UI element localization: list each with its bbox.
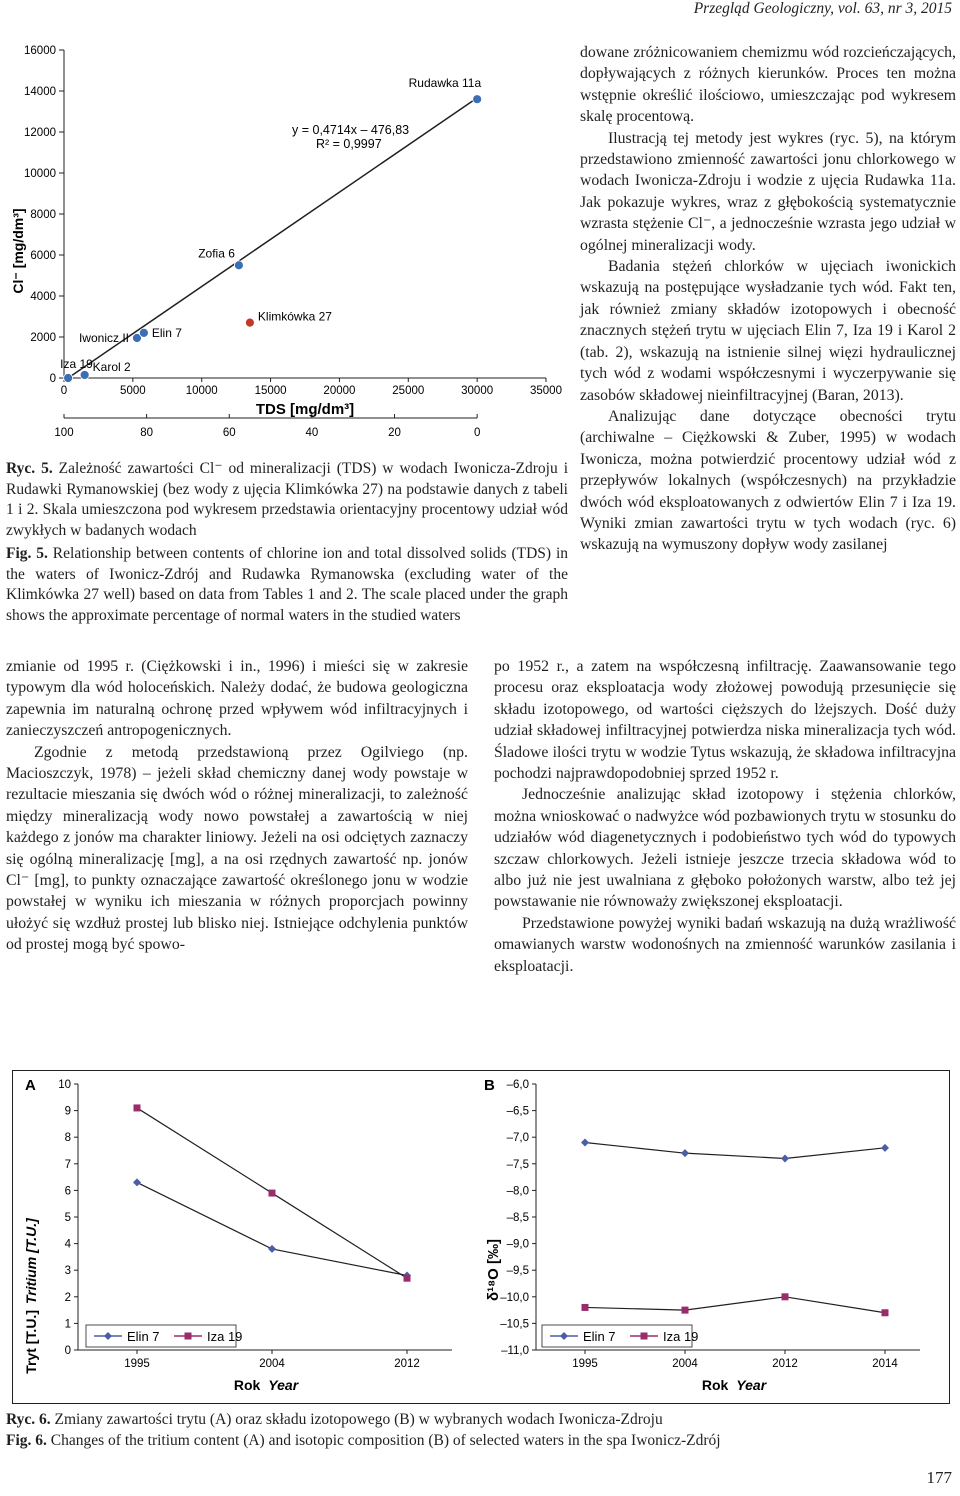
fig6b-marker-square: [682, 1307, 689, 1314]
fig5-x-axis-label: TDS [mg/dm³]: [255, 401, 355, 418]
fig6a-y-tick-label: 6: [64, 1185, 71, 1198]
fig6a-x-axis-label: [234, 1377, 300, 1393]
fig6b-y-tick-label: –9,0: [506, 1238, 529, 1251]
fig6a-y-tick-label: 1: [64, 1318, 71, 1331]
fig6-caption-en-label: Fig. 6.: [6, 1432, 47, 1449]
fig5-y-tick-label: 2000: [30, 332, 56, 344]
fig6b-x-tick-label: 1995: [572, 1358, 598, 1370]
page-number: 177: [926, 1468, 952, 1487]
fig5-caption-pl: [6, 459, 568, 541]
paragraph: Zgodnie z metodą przedstawioną przez Ogilviego (np. Macioszczyk, 1978) – jeżeli skład chemiczny danej wody powstaje w rezultacie mieszania się dwóch wód o różnej mineralizacji, to zależność między mineralizacją wody nowo powstałej a zawartością w niej każdego z jonów ma charakter liniowy. Jeżeli na osi odciętych zaznaczy się ogólną mineralizację [mg], a na osi rzędnych zawartość np. jonów Cl⁻ [mg], to punkty oznaczające zawartość określonego jonu w wodzie powstałej w wyniku ich mieszania w różnych proporcjach powinny ułożyć się wzdłuż prostej lub blisko niej. Istniejące odchylenia punktów od prostej mogą być spowo-: [6, 743, 468, 954]
fig6-caption-pl: [6, 1410, 946, 1431]
fig5-y-tick-label: 14000: [24, 86, 56, 98]
paragraph: Analizując dane dotyczące obecności trytu (archiwalne – Ciężkowski & Zuber, 1995) w wodach Iwonicza, można potwierdzić procentowy udział wód z przepływów lokalnych (współczesnych) na przykładzie dwóch wód eksploatowanych z odwiertów Elin 7 i Iza 19. Wyniki zmian zawartości trytu w tych wodach (ryc. 6) wskazują na wymuszony dopływ wody zasilanej: [580, 407, 956, 554]
fig6b-marker-diamond: [781, 1154, 789, 1162]
fig5-x-tick-label: 0: [60, 385, 68, 397]
fig5-x-tick-label: 30000: [461, 385, 494, 397]
paragraph: Przedstawione powyżej wyniki badań wskazują na dużą wrażliwość omawianych warstw wodonośnych na zmienność warunków zasilania i eksploatacji.: [494, 914, 956, 975]
fig6a-chart: [12, 1070, 480, 1404]
fig6a-y-tick-label: 5: [64, 1212, 71, 1224]
fig6a-y-label-en: Tritium [T.U.]: [23, 1218, 39, 1305]
fig6b-y-axis-label: δ¹⁸O [‰]: [485, 1238, 502, 1302]
right-lower-column-text: [494, 656, 956, 977]
fig6b-marker-diamond: [581, 1139, 589, 1147]
fig6a-x-tick-label: 2012: [394, 1358, 420, 1370]
paragraph: Badania stężeń chlorków w ujęciach iwonickich wskazują na postępujące wysładzanie tych wód. Fakt ten, jak również zmiany składów izotopowych i obecność znacznych stężeń trytu w ujęciach Elin 7, Iza 19 i Karol 2 (tab. 2), wskazują na istnienie silnej więzi hydraulicznej tych wód z wodami współczesnymi i wyczerpywanie się zasobów składowej nieinfiltracyjnej (Baran, 2013).: [580, 258, 956, 404]
fig6a-y-tick-label: 10: [58, 1079, 71, 1091]
fig6b-y-tick-label: –6,5: [506, 1105, 529, 1118]
fig6b-legend-marker: [641, 1333, 648, 1340]
fig5-y-tick-label: 0: [49, 373, 56, 385]
fig6b-y-tick-label: –9,5: [506, 1265, 529, 1278]
fig5-percent-tick-label: 40: [305, 427, 319, 439]
fig5-y-axis-label: Cl⁻ [mg/dm³]: [10, 208, 26, 294]
fig5-y-tick-label: 10000: [24, 168, 56, 180]
fig6-caption-en: [6, 1431, 946, 1452]
fig6a-y-tick-label: 4: [64, 1238, 71, 1251]
fig5-chart: [6, 36, 562, 446]
fig6b-marker-square: [882, 1309, 889, 1316]
fig6a-y-axis-label: [23, 1217, 39, 1374]
fig5-y-tick-label: 8000: [30, 209, 56, 221]
fig6a-panel-label: A: [25, 1077, 36, 1094]
fig5-y-tick-label: 12000: [24, 127, 56, 139]
fig6b-panel-label: B: [484, 1077, 495, 1094]
fig5-x-tick-label: 15000: [254, 385, 287, 397]
fig6b-marker-square: [782, 1293, 789, 1300]
fig6a-y-tick-label: 9: [64, 1105, 71, 1118]
fig5-x-tick-label: 5000: [120, 385, 146, 397]
fig5-x-tick-label: 25000: [392, 385, 425, 397]
fig5-percent-tick-label: 80: [140, 427, 154, 439]
fig5-point-label: Klimkówka 27: [257, 309, 332, 324]
fig6a-y-tick-label: 8: [64, 1132, 71, 1145]
paragraph: po 1952 r., a zatem na współczesną infiltrację. Zaawansowanie tego procesu oraz eksploatacja wody złożowej powodują przesunięcie się składu izotopowego, od wartości cięższych do lżejszych. Dość duży udział składowej infiltracyjnej potwierdza niska mineralizacja tych wód. Śladowe ilości trytu w wodzie Tytus wskazują, że składowa infiltracyjna pochodzi najprawdopodobniej sprzed 1952 r.: [494, 658, 956, 783]
fig5-caption-en: [6, 544, 568, 626]
fig5-point-label: Zofia 6: [198, 246, 235, 261]
fig5-y-tick-label: 6000: [30, 250, 56, 262]
fig6a-y-tick-label: 7: [64, 1158, 71, 1171]
fig6a-marker-square: [269, 1190, 276, 1197]
fig6b-legend-label: Iza 19: [663, 1329, 699, 1344]
fig6a-y-tick-label: 0: [64, 1345, 71, 1357]
fig5-y-tick-label: 16000: [24, 45, 56, 57]
paragraph: Jednocześnie analizując skład izotopowy i stężenia chlorków, można wnioskować o nadwyżce wód pozbawionych trytu w stosunku do udziałów wód diagenetycznych i podobieństwo tych wód do typowych szczaw chlorkowych. Jeżeli istnieje jeszcze trzecia składowa wód to albo już nie jest uwalniana z głęboko położonych warstw, albo też jej powstawanie nie równoważy zwiększonej eksploatacji.: [494, 786, 956, 911]
fig5-point-label: Rudawka 11a: [408, 76, 482, 91]
fig5-percent-tick-label: 100: [54, 427, 74, 439]
fig5-caption-pl-text: Zależność zawartości Cl⁻ od mineralizacji (TDS) w wodach Iwonicza-Zdroju i Rudawki Rymanowskiej (bez wody z ujęcia Klimkówka 27) na podstawie danych z tabeli 1 i 2. Skala umieszczona pod wykresem przedstawia orientacyjny procentowy udział wód zwykłych w badanych wodach: [6, 460, 568, 539]
fig6a-x-tick-label: 2004: [259, 1358, 285, 1370]
fig6b-x-axis-label: [702, 1377, 768, 1393]
fig6a-marker-square: [134, 1104, 141, 1111]
right-column-text: [580, 42, 956, 556]
fig6b-y-tick-label: –10,0: [500, 1291, 529, 1304]
paragraph: dowane zróżnicowaniem chemizmu wód rozcieńczających, dopływających z różnych kierunków. Proces ten można wstępnie określić ilościowo, umieszczając pod wykresem skalę procentową.: [580, 44, 956, 126]
fig5-data-point: [64, 374, 73, 383]
fig6b-marker-diamond: [681, 1149, 689, 1157]
fig6a-y-tick-label: 2: [64, 1291, 71, 1304]
fig6b-series-line-elin-7: [585, 1143, 885, 1159]
fig5-caption-pl-label: Ryc. 5.: [6, 460, 53, 477]
fig5-data-point: [473, 95, 482, 104]
fig6b-y-tick-label: –7,0: [506, 1132, 529, 1145]
fig5-percent-tick-label: 20: [388, 427, 401, 439]
fig6b-marker-square: [582, 1304, 589, 1311]
fig5-equation: y = 0,4714x – 476,83: [292, 123, 410, 137]
fig5-x-tick-label: 20000: [323, 385, 356, 397]
fig6b-y-tick-label: –8,0: [506, 1185, 529, 1198]
fig6b-x-tick-label: 2014: [872, 1358, 898, 1370]
fig6b-x-tick-label: 2004: [672, 1358, 698, 1370]
fig6b-y-tick-label: –8,5: [506, 1212, 529, 1224]
fig6b-chart: [480, 1070, 950, 1404]
fig6b-y-tick-label: –11,0: [501, 1345, 529, 1357]
fig6b-x-tick-label: 2012: [772, 1358, 798, 1370]
fig6a-legend-marker: [185, 1333, 192, 1340]
fig6a-x-label-pl: Rok: [233, 1377, 261, 1393]
left-column-text: [6, 656, 468, 956]
fig6b-y-tick-label: –10,5: [500, 1318, 529, 1331]
fig6a-y-label-pl: Tryt [T.U.]: [23, 1310, 39, 1374]
fig5-r2: R² = 0,9997: [316, 137, 382, 151]
fig6b-legend-label: Elin 7: [583, 1329, 616, 1344]
fig5-point-label: Iwonicz II: [78, 331, 129, 346]
fig6a-x-label-en: Year: [268, 1377, 299, 1393]
fig5-x-tick-label: 10000: [185, 385, 218, 397]
paragraph: Ilustracją tej metody jest wykres (ryc. 5), na którym przedstawiono zmienność zawartości jonu chlorkowego w wodach Iwonicza-Zdroju i wodzie z ujęcia Rudawka 11a. Jak pokazuje wykres, wraz z głębokością systematycznie wzrasta stężenie Cl⁻, a jednocześnie wzrasta jego udział w ogólnej mineralizacji wody.: [580, 129, 956, 254]
paragraph: zmianie od 1995 r. (Ciężkowski i in., 1996) i mieści się w zakresie typowym dla wód holoceńskich. Należy dodać, że budowa geologiczna zapewnia im naturalną ochronę przed wpływem wód infiltracyjnych i zanieczyszczeń antropogenicznych.: [6, 658, 468, 740]
fig5-trend-line: [68, 98, 477, 378]
fig6a-y-tick-label: 3: [64, 1265, 71, 1278]
fig6b-series-line-iza-19: [585, 1297, 885, 1313]
fig5-data-point: [234, 261, 243, 270]
fig6a-marker-square: [404, 1275, 411, 1282]
fig6-caption-pl-label: Ryc. 6.: [6, 1411, 51, 1428]
fig5-caption-en-text: Relationship between contents of chlorine ion and total dissolved solids (TDS) in the waters of Iwonicz-Zdrój and Rudawka Rymanowska (excluding water of the Klimkówka 27 well) based on data from Tables 1 and 2. The scale placed under the graph shows the approximate percentage of normal waters in the studied waters: [6, 545, 568, 624]
fig5-caption-en-label: Fig. 5.: [6, 545, 48, 562]
fig6a-legend-label: Elin 7: [127, 1329, 160, 1344]
fig6-caption-pl-text: Zmiany zawartości trytu (A) oraz składu izotopowego (B) w wybranych wodach Iwonicza-Zdroju: [50, 1411, 663, 1428]
fig6a-marker-diamond: [268, 1245, 276, 1253]
fig5-data-point: [139, 328, 148, 337]
journal-header: Przegląd Geologiczny, vol. 63, nr 3, 2015: [693, 0, 952, 17]
fig6b-marker-diamond: [881, 1144, 889, 1152]
fig6b-x-label-en: Year: [736, 1377, 767, 1393]
fig6b-x-label-pl: Rok: [701, 1377, 729, 1393]
fig6b-y-tick-label: –6,0: [506, 1079, 529, 1091]
fig6-caption-en-text: Changes of the tritium content (A) and isotopic composition (B) of selected waters in the spa Iwonicz-Zdrój: [46, 1432, 721, 1449]
fig5-percent-tick-label: 0: [473, 427, 481, 439]
fig5-data-point: [80, 370, 89, 379]
fig6a-legend-label: Iza 19: [207, 1329, 243, 1344]
fig6b-y-tick-label: –7,5: [506, 1158, 529, 1171]
fig6a-marker-diamond: [133, 1178, 141, 1186]
fig5-data-point: [245, 318, 254, 327]
fig5-y-tick-label: 4000: [30, 291, 56, 303]
fig6a-x-tick-label: 1995: [124, 1358, 150, 1370]
fig5-point-label: Karol 2: [92, 359, 131, 374]
fig5-percent-tick-label: 60: [222, 427, 236, 439]
fig5-point-label: Elin 7: [151, 325, 182, 340]
fig5-point-label: Iza 19: [60, 357, 93, 371]
fig5-x-tick-label: 35000: [530, 385, 562, 397]
